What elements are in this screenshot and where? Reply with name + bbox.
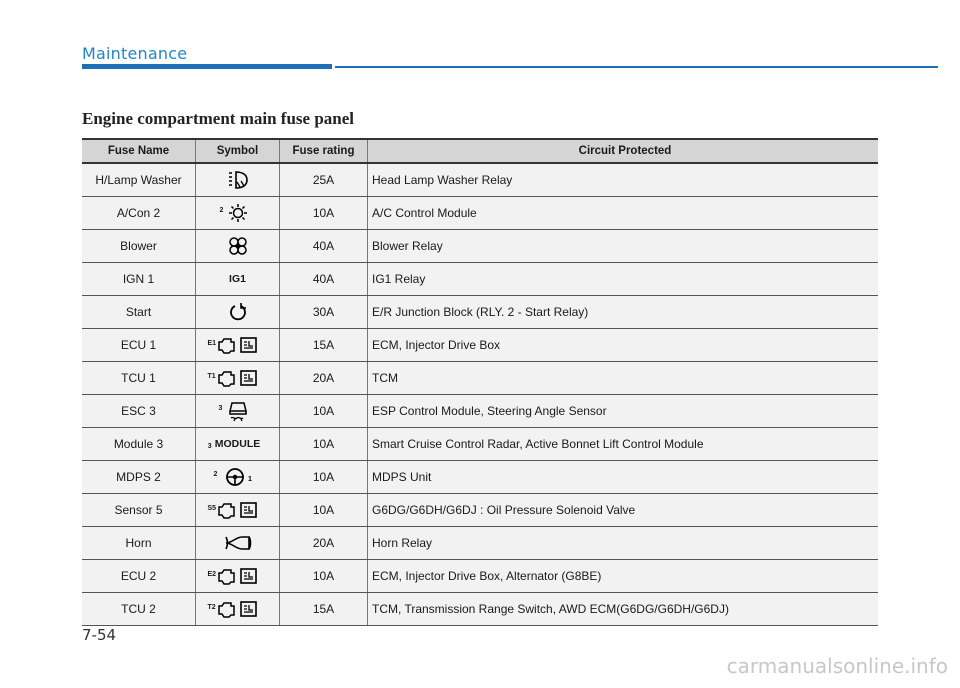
table-row xyxy=(82,593,878,626)
symbol-superscript: E1 xyxy=(207,340,217,347)
engine-ecu-icon xyxy=(216,599,260,619)
table-row xyxy=(82,428,878,461)
engine-ecu-icon xyxy=(216,566,260,586)
circuit-protected: G6DG/G6DH/G6DJ : Oil Pressure Solenoid Valve xyxy=(372,503,636,517)
page-number: 7-54 xyxy=(82,626,117,644)
circuit-protected: Horn Relay xyxy=(372,536,433,550)
circuit-protected: ECM, Injector Drive Box xyxy=(372,338,501,352)
circuit-protected: ECM, Injector Drive Box, Alternator (G8BE) xyxy=(372,569,602,583)
table-row xyxy=(82,329,878,362)
circuit-protected: Smart Cruise Control Radar, Active Bonnet Lift Control Module xyxy=(372,437,704,451)
fuse-rating: 30A xyxy=(280,296,368,328)
fuse-name: IGN 1 xyxy=(82,263,196,295)
fuse-symbol xyxy=(196,395,280,427)
table-row xyxy=(82,296,878,329)
fuse-symbol xyxy=(196,527,280,559)
fuse-name: ECU 1 xyxy=(82,329,196,361)
fuse-symbol xyxy=(196,593,280,625)
esc-icon xyxy=(218,400,250,422)
fuse-name: Sensor 5 xyxy=(82,494,196,526)
table-row xyxy=(82,461,878,494)
circuit-protected: A/C Control Module xyxy=(372,206,477,220)
start-icon xyxy=(227,301,249,323)
fuse-symbol xyxy=(196,560,280,592)
fan-icon xyxy=(227,235,249,257)
engine-ecu-icon xyxy=(216,335,260,355)
fuse-name: Horn xyxy=(82,527,196,559)
table-row xyxy=(82,362,878,395)
table-header xyxy=(82,138,878,164)
fuse-symbol xyxy=(196,461,280,493)
table-row xyxy=(82,560,878,593)
fuse-rating: 10A xyxy=(280,560,368,592)
fuse-rating: 10A xyxy=(280,428,368,460)
section-title: Maintenance xyxy=(82,44,188,63)
circuit-protected: Blower Relay xyxy=(372,239,443,253)
steering-icon xyxy=(213,466,255,488)
circuit-protected: E/R Junction Block (RLY. 2 - Start Relay) xyxy=(372,305,589,319)
steering-icon xyxy=(221,466,255,488)
table-body xyxy=(82,164,878,626)
esc-icon xyxy=(226,400,250,422)
circuit-protected: MDPS Unit xyxy=(372,470,432,484)
header-rule-thick xyxy=(82,64,332,69)
col-fuse-rating: Fuse rating xyxy=(280,140,368,162)
svg-text:1: 1 xyxy=(247,476,252,483)
circuit-protected: Head Lamp Washer Relay xyxy=(372,173,513,187)
headlamp-washer-icon xyxy=(225,169,251,191)
symbol-superscript: S5 xyxy=(207,505,217,512)
symbol-superscript: 2 xyxy=(219,207,224,214)
symbol-superscript: E2 xyxy=(207,571,217,578)
symbol-superscript: T1 xyxy=(207,373,216,380)
table-row xyxy=(82,527,878,560)
fuse-symbol xyxy=(196,494,280,526)
symbol-text: IG1 xyxy=(229,273,246,285)
fuse-rating: 40A xyxy=(280,230,368,262)
page-heading: Engine compartment main fuse panel xyxy=(82,109,354,128)
col-fuse-name: Fuse Name xyxy=(82,140,196,162)
watermark: carmanualsonline.info xyxy=(726,654,948,678)
engine-ecu-icon xyxy=(207,368,260,388)
fuse-rating: 15A xyxy=(280,593,368,625)
fan-icon xyxy=(227,235,249,257)
fuse-symbol xyxy=(196,164,280,196)
fuse-name: Start xyxy=(82,296,196,328)
fuse-symbol xyxy=(196,230,280,262)
fuse-name: MDPS 2 xyxy=(82,461,196,493)
ac-icon xyxy=(219,202,249,224)
fuse-name: ESC 3 xyxy=(82,395,196,427)
fuse-symbol xyxy=(196,362,280,394)
horn-icon xyxy=(223,533,253,553)
symbol-label xyxy=(207,438,261,450)
table-row xyxy=(82,263,878,296)
circuit-protected: TCM xyxy=(372,371,398,385)
start-icon xyxy=(227,301,249,323)
col-symbol: Symbol xyxy=(196,140,280,162)
engine-ecu-icon xyxy=(216,368,260,388)
table-row xyxy=(82,494,878,527)
engine-ecu-icon xyxy=(216,500,260,520)
fuse-name: ECU 2 xyxy=(82,560,196,592)
fuse-rating: 25A xyxy=(280,164,368,196)
fuse-symbol xyxy=(196,263,280,295)
engine-ecu-icon xyxy=(207,335,260,355)
fuse-name: Module 3 xyxy=(82,428,196,460)
fuse-table xyxy=(82,138,878,626)
horn-icon xyxy=(223,533,253,553)
fuse-rating: 15A xyxy=(280,329,368,361)
fuse-rating: 40A xyxy=(280,263,368,295)
fuse-rating: 20A xyxy=(280,527,368,559)
fuse-rating: 10A xyxy=(280,461,368,493)
circuit-protected: TCM, Transmission Range Switch, AWD ECM(G6DG/G6DH/G6DJ) xyxy=(372,602,729,616)
table-row xyxy=(82,230,878,263)
symbol-text: MODULE xyxy=(214,438,261,450)
circuit-protected: IG1 Relay xyxy=(372,272,426,286)
ac-icon xyxy=(227,202,249,224)
symbol-label xyxy=(229,273,246,285)
col-circuit: Circuit Protected xyxy=(578,145,672,157)
fuse-rating: 20A xyxy=(280,362,368,394)
symbol-superscript: 3 xyxy=(218,405,223,412)
symbol-superscript: 2 xyxy=(213,471,218,478)
table-row xyxy=(82,395,878,428)
fuse-rating: 10A xyxy=(280,197,368,229)
circuit-protected: ESP Control Module, Steering Angle Sensor xyxy=(372,404,607,418)
table-row xyxy=(82,164,878,197)
engine-ecu-icon xyxy=(207,500,260,520)
symbol-superscript: 3 xyxy=(207,443,212,450)
engine-ecu-icon xyxy=(207,566,260,586)
headlamp-washer-icon xyxy=(225,169,251,191)
fuse-name: Blower xyxy=(82,230,196,262)
symbol-superscript: T2 xyxy=(207,604,216,611)
fuse-symbol xyxy=(196,428,280,460)
table-row xyxy=(82,197,878,230)
header-rule-thin xyxy=(335,66,938,68)
fuse-name: TCU 2 xyxy=(82,593,196,625)
fuse-rating: 10A xyxy=(280,395,368,427)
fuse-symbol xyxy=(196,197,280,229)
fuse-symbol xyxy=(196,329,280,361)
fuse-name: TCU 1 xyxy=(82,362,196,394)
fuse-rating: 10A xyxy=(280,494,368,526)
engine-ecu-icon xyxy=(207,599,260,619)
fuse-name: H/Lamp Washer xyxy=(82,164,196,196)
fuse-name: A/Con 2 xyxy=(82,197,196,229)
fuse-symbol xyxy=(196,296,280,328)
